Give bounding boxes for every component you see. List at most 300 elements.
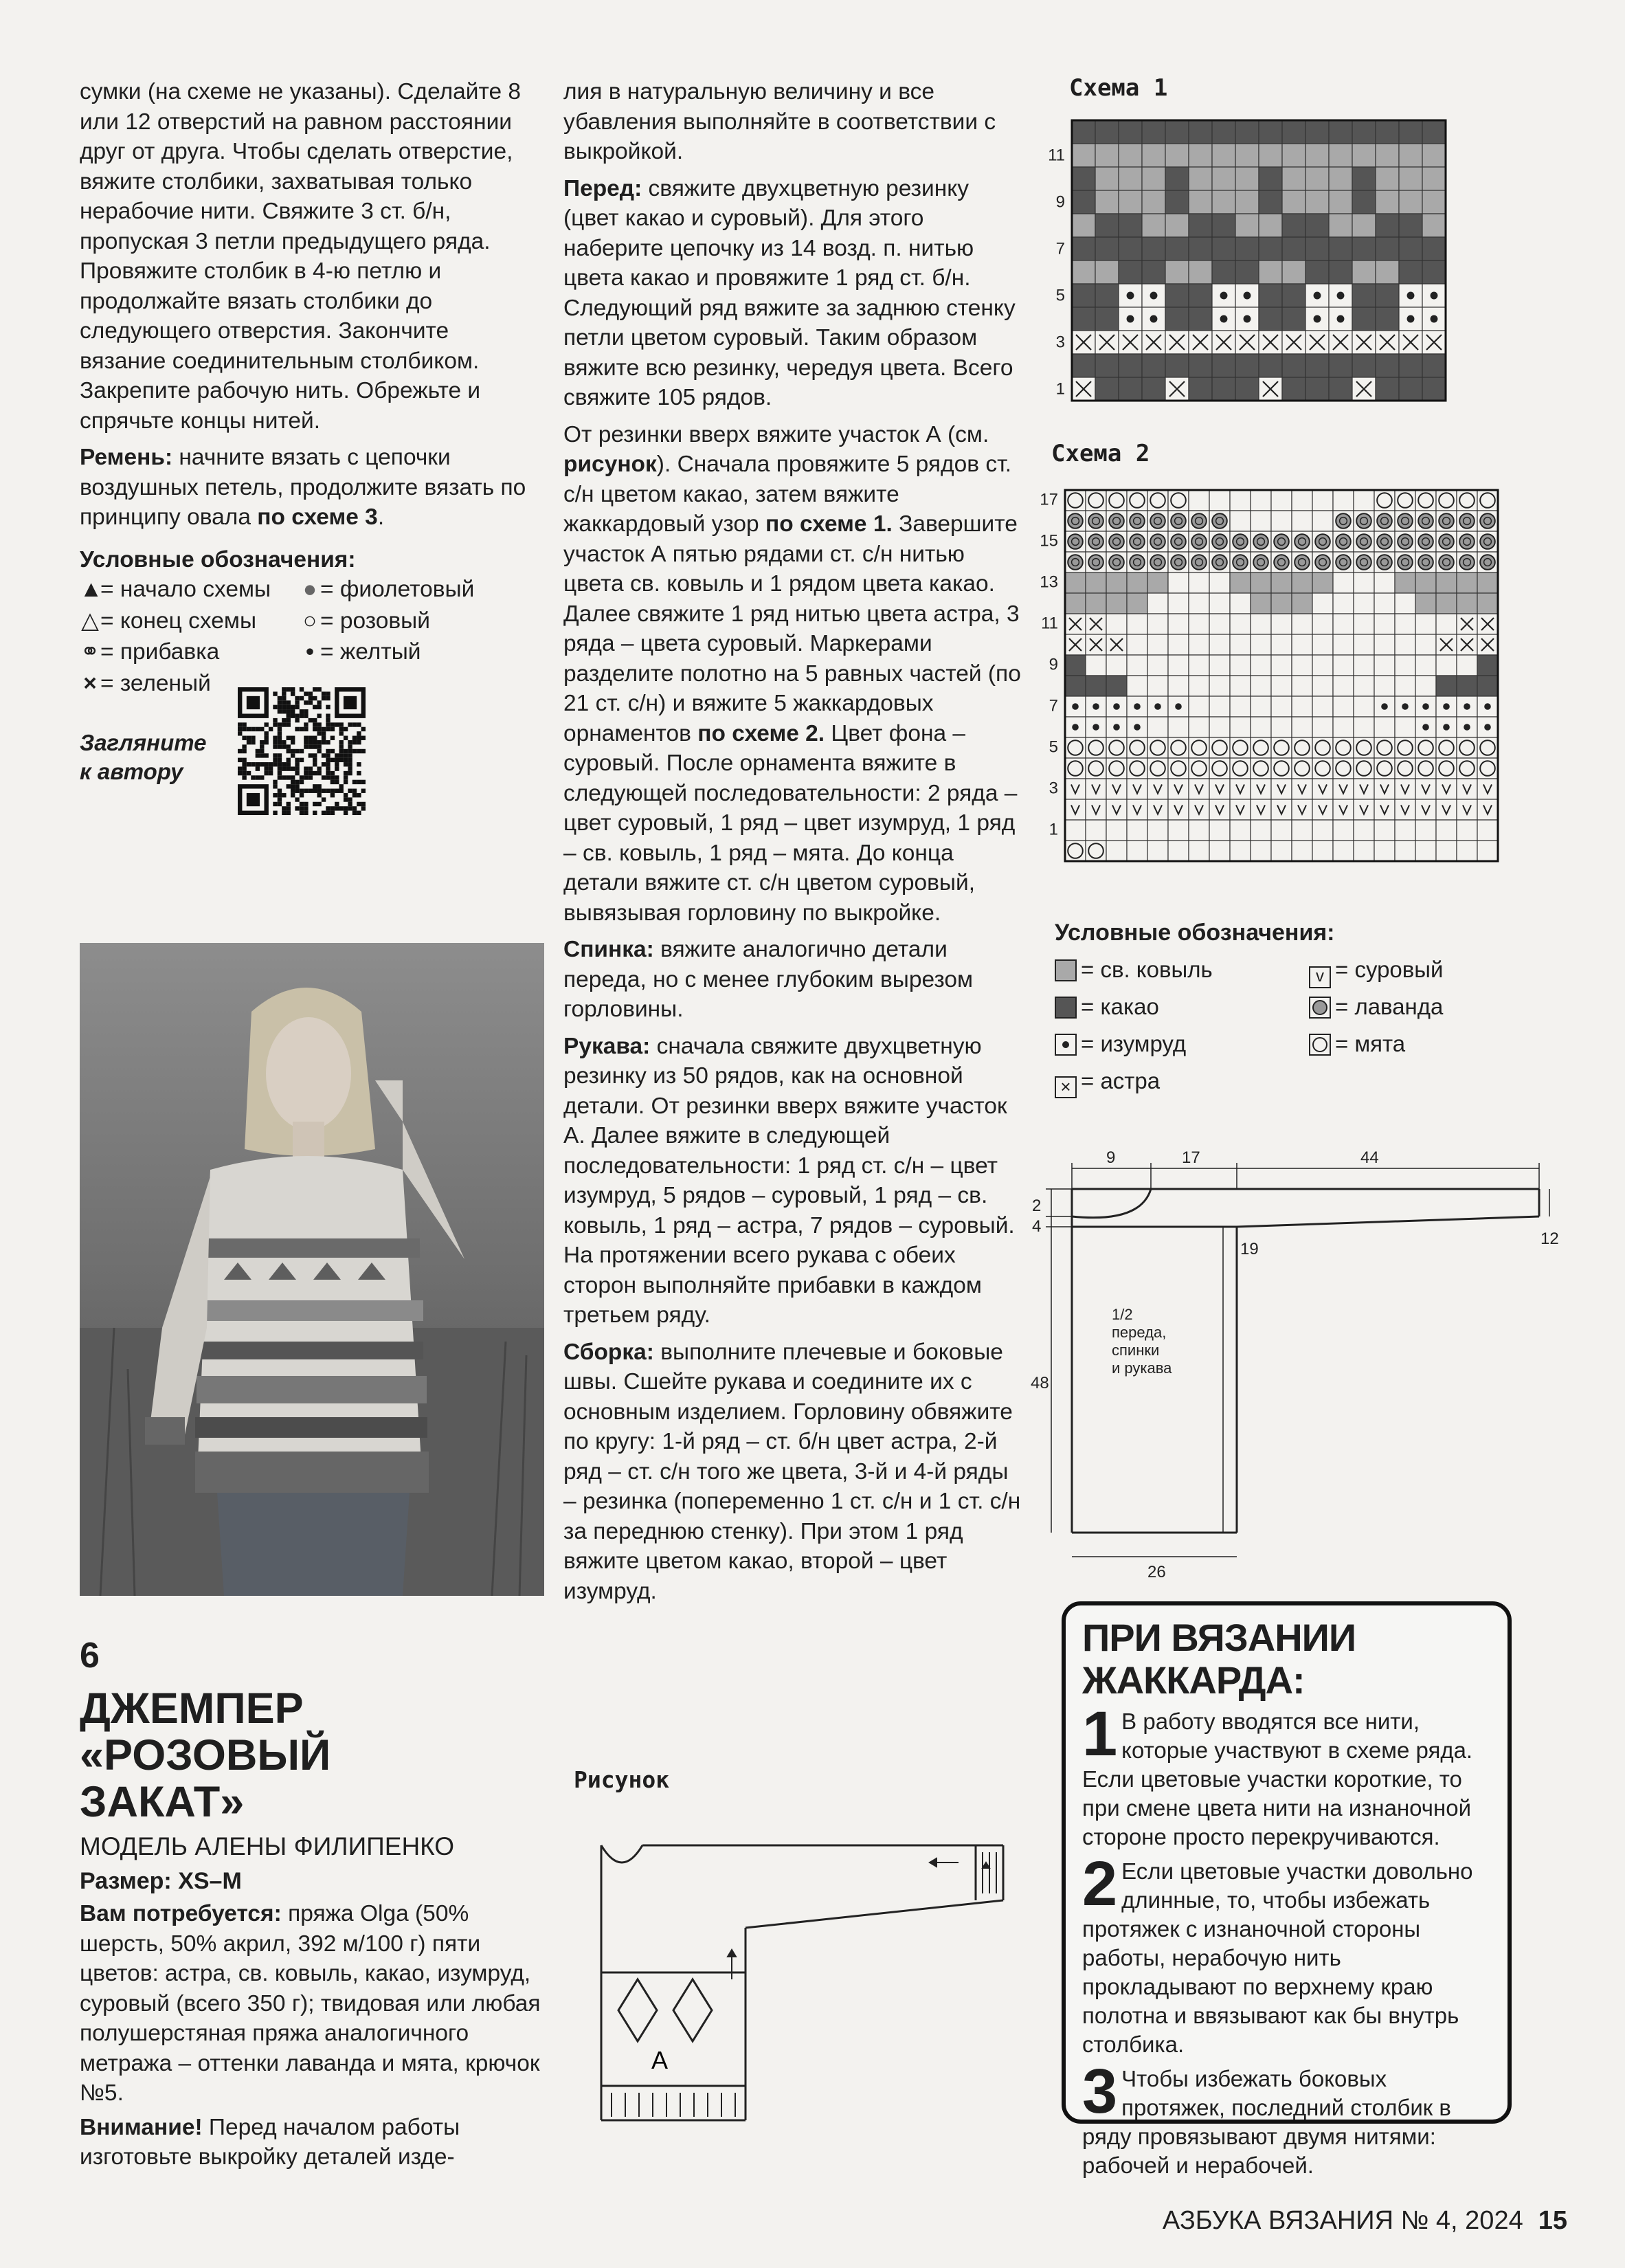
grid-cell [1477, 676, 1498, 696]
dot-mark [1154, 703, 1161, 710]
grid-cell [1230, 655, 1251, 676]
grid-cell [1374, 614, 1395, 634]
grid-cell [1395, 634, 1415, 655]
grid-cell [1333, 779, 1354, 799]
grid-cell [1352, 214, 1376, 237]
grid-cell [1354, 820, 1374, 841]
grid-cell [1189, 214, 1212, 237]
grid-cell [1095, 284, 1119, 307]
grid-cell [1457, 572, 1477, 593]
grid-cell [1352, 167, 1376, 190]
grid-cell [1147, 572, 1168, 593]
grid-cell [1212, 377, 1235, 401]
grid-cell [1333, 593, 1354, 614]
swatch-circle-icon [1309, 1034, 1331, 1056]
grid-cell [1189, 655, 1209, 676]
legend-item: ▲= начало схемы [80, 575, 300, 605]
legend2-item: = мята [1309, 1025, 1488, 1063]
grid-cell [1251, 820, 1271, 841]
dot-mark [1431, 315, 1438, 323]
grid-cell [1165, 307, 1189, 331]
bag-instructions: сумки (на схеме не указаны). Сделайте 8 или 12 отверстий на равном расстоянии друг от друга. Чтобы сделать отверстие, вяжите столбики, захватывая только нерабочие нити. Свяжите 3 ст. б/н, пропуская 3 петли предыдущего ряда. Провяжите столбик в 4-ю петлю и продолжайте вязать столбики до следующего отверстия. Закончите вязание соединительным столбиком. Закрепите рабочую нить. Обрежьте и спрячьте концы нитей. [80, 79, 522, 434]
dot-mark [1381, 703, 1388, 710]
grid-cell [1312, 572, 1333, 593]
back-paragraph: Спинка: вяжите аналогично детали переда, но с менее глубоким вырезом горловины. [563, 937, 974, 1022]
jacquard-tips-box [1062, 1601, 1512, 2178]
grid-cell [1142, 144, 1165, 167]
grid-cell [1395, 572, 1415, 593]
grid-cell [1127, 820, 1147, 841]
grid-cell [1399, 214, 1422, 237]
grid-cell [1235, 144, 1259, 167]
grid-cell [1477, 841, 1498, 861]
model-size: Размер: XS–M [80, 1868, 242, 1894]
grid-cell [1230, 511, 1251, 531]
grid-cell [1065, 779, 1086, 799]
grid-cell [1312, 779, 1333, 799]
pattern-caption: 1/2 [1112, 1306, 1133, 1323]
grid-cell [1127, 676, 1147, 696]
dot-mark [1484, 703, 1491, 710]
schema2-grid [1034, 487, 1515, 899]
grid-cell [1189, 284, 1212, 307]
grid-cell [1230, 572, 1251, 593]
double-circle-mark [1191, 555, 1207, 570]
double-circle-mark [1336, 513, 1351, 529]
yellow-dot-icon: • [306, 639, 314, 665]
grid-cell [1259, 284, 1282, 307]
grid-cell [1333, 614, 1354, 634]
grid-cell [1312, 490, 1333, 511]
grid-cell [1251, 841, 1271, 861]
grid-cell [1072, 237, 1095, 260]
grid-cell [1209, 841, 1230, 861]
grid-cell [1165, 167, 1189, 190]
column-left [80, 77, 533, 698]
assembly-paragraph: Сборка: выполните плечевые и боковые швы. Сшейте рукава и соедините их с основным изделием. Горловину обвяжите по кругу: 1-й ряд – ст. б/н цвет астра, 2-й ряд – ст. с/н того же цвета, 3-й и 4-й ряды – резинка (попеременно 1 ст. с/н и 1 ст. с/н за переднюю стенку). При этом 1 ряд вяжите цветом какао, второй – цвет изумруд. [563, 1339, 1021, 1604]
grid-cell [1147, 655, 1168, 676]
grid-cell [1230, 799, 1251, 820]
grid-cell [1259, 144, 1282, 167]
grid-cell [1312, 634, 1333, 655]
double-circle-mark [1459, 513, 1475, 529]
row-label: 5 [1049, 737, 1058, 757]
grid-cell [1395, 676, 1415, 696]
grid-cell [1415, 779, 1436, 799]
grid-cell [1142, 237, 1165, 260]
grid-cell [1352, 260, 1376, 284]
grid-cell [1292, 841, 1312, 861]
grid-cell [1189, 144, 1212, 167]
grid-cell [1119, 260, 1142, 284]
grid-cell [1376, 237, 1399, 260]
grid-cell [1259, 190, 1282, 214]
grid-cell [1106, 820, 1127, 841]
double-circle-mark [1130, 513, 1145, 529]
grid-cell [1065, 799, 1086, 820]
grid-cell [1329, 144, 1352, 167]
grid-cell [1305, 190, 1329, 214]
grid-cell [1376, 307, 1399, 331]
grid-cell [1065, 676, 1086, 696]
garment-pattern [1031, 1148, 1560, 1588]
grid-cell [1209, 696, 1230, 717]
start-triangle-icon: ▲ [80, 577, 103, 602]
double-circle-mark [1377, 513, 1392, 529]
grid-cell [1312, 717, 1333, 737]
grid-cell [1065, 572, 1086, 593]
grid-cell [1189, 634, 1209, 655]
grid-cell [1312, 696, 1333, 717]
row-label: 1 [1055, 379, 1065, 399]
grid-cell [1259, 167, 1282, 190]
grid-cell [1399, 120, 1422, 144]
grid-cell [1095, 377, 1119, 401]
grid-cell [1305, 377, 1329, 401]
dim-48: 48 [1031, 1374, 1049, 1392]
row-label: 7 [1049, 696, 1058, 715]
grid-cell [1165, 144, 1189, 167]
grid-cell [1259, 307, 1282, 331]
grid-cell [1119, 354, 1142, 377]
dot-mark [1092, 724, 1099, 731]
double-circle-mark [1088, 534, 1103, 549]
grid-cell [1374, 572, 1395, 593]
grid-cell [1422, 144, 1446, 167]
grid-cell [1147, 779, 1168, 799]
dot-mark [1443, 703, 1450, 710]
double-circle-mark [1109, 513, 1124, 529]
grid-cell [1374, 717, 1395, 737]
grid-cell [1477, 779, 1498, 799]
grid-cell [1292, 799, 1312, 820]
grid-cell [1147, 614, 1168, 634]
double-circle-mark [1480, 513, 1495, 529]
grid-cell [1374, 820, 1395, 841]
double-circle-mark [1377, 555, 1392, 570]
grid-cell [1395, 841, 1415, 861]
pattern-caption: и рукава [1112, 1359, 1172, 1377]
dim-19: 19 [1240, 1240, 1259, 1258]
grid-cell [1436, 655, 1457, 676]
dot-mark [1422, 703, 1429, 710]
double-circle-mark [1295, 534, 1310, 549]
grid-cell [1305, 120, 1329, 144]
grid-cell [1352, 190, 1376, 214]
dot-mark [1402, 703, 1409, 710]
grid-cell [1292, 614, 1312, 634]
grid-cell [1282, 307, 1305, 331]
row-label: 9 [1049, 655, 1058, 674]
legend2-item: = какао [1055, 988, 1309, 1025]
grid-cell [1271, 696, 1292, 717]
grid-cell [1354, 696, 1374, 717]
grid-cell [1477, 572, 1498, 593]
dot-mark [1244, 315, 1251, 323]
grid-cell [1354, 655, 1374, 676]
row-label: 1 [1049, 820, 1058, 839]
grid-cell [1436, 572, 1457, 593]
grid-cell [1352, 237, 1376, 260]
grid-cell [1119, 120, 1142, 144]
grid-cell [1292, 779, 1312, 799]
dot-mark [1134, 703, 1141, 710]
grid-cell [1292, 655, 1312, 676]
grid-cell [1292, 820, 1312, 841]
grid-cell [1189, 614, 1209, 634]
double-circle-mark [1130, 555, 1145, 570]
grid-cell [1354, 593, 1374, 614]
grid-cell [1095, 214, 1119, 237]
row-label: 11 [1041, 614, 1058, 633]
grid-cell [1395, 820, 1415, 841]
grid-cell [1189, 237, 1212, 260]
grid-cell [1212, 190, 1235, 214]
grid-cell [1333, 717, 1354, 737]
double-circle-mark [1088, 555, 1103, 570]
grid-cell [1292, 511, 1312, 531]
double-circle-mark [1171, 555, 1186, 570]
grid-cell [1251, 614, 1271, 634]
grid-cell [1415, 799, 1436, 820]
grid-cell [1399, 237, 1422, 260]
grid-cell [1374, 593, 1395, 614]
legend2-item: v = суровый [1309, 951, 1488, 988]
grid-cell [1352, 120, 1376, 144]
grid-cell [1376, 144, 1399, 167]
swatch-cross-icon: × [1055, 1076, 1077, 1098]
grid-cell [1189, 676, 1209, 696]
double-circle-mark [1233, 534, 1248, 549]
grid-cell [1072, 167, 1095, 190]
double-circle-mark [1377, 534, 1392, 549]
grid-cell [1415, 593, 1436, 614]
grid-cell [1422, 237, 1446, 260]
double-circle-mark [1068, 513, 1083, 529]
grid-cell [1209, 614, 1230, 634]
magazine-name: АЗБУКА ВЯЗАНИЯ № 4, 2024 [1162, 2206, 1523, 2235]
dot-mark [1464, 724, 1470, 731]
sweater-drawing [574, 1766, 1013, 2137]
legend-title: Условные обозначения: [80, 546, 356, 572]
grid-cell [1436, 779, 1457, 799]
qr-code-icon[interactable] [238, 687, 366, 815]
sweater-schematic [574, 1804, 1013, 2134]
grid-cell [1354, 779, 1374, 799]
grid-cell [1235, 167, 1259, 190]
grid-cell [1376, 260, 1399, 284]
schema1-grid [1041, 113, 1481, 416]
grid-cell [1376, 190, 1399, 214]
grid-cell [1436, 799, 1457, 820]
grid-cell [1086, 572, 1106, 593]
dot-mark [1113, 724, 1120, 731]
grid-cell [1329, 190, 1352, 214]
grid-cell [1251, 593, 1271, 614]
grid-cell [1457, 655, 1477, 676]
pattern-note: лия в натуральную величину и все убавления выполняйте в соответствии с выкройкой. [563, 79, 996, 164]
grid-cell [1095, 307, 1119, 331]
grid-cell [1065, 820, 1086, 841]
grid-cell [1282, 237, 1305, 260]
grid-cell [1119, 167, 1142, 190]
grid-cell [1165, 260, 1189, 284]
double-circle-mark [1212, 555, 1227, 570]
double-circle-mark [1356, 513, 1371, 529]
grid-cell [1251, 655, 1271, 676]
grid-cell [1147, 820, 1168, 841]
grid-cell [1259, 237, 1282, 260]
grid-cell [1271, 593, 1292, 614]
grid-cell [1235, 354, 1259, 377]
double-circle-mark [1439, 513, 1454, 529]
grid-cell [1106, 799, 1127, 820]
grid-cell [1230, 490, 1251, 511]
grid-cell [1374, 799, 1395, 820]
grid-cell [1333, 696, 1354, 717]
grid-cell [1212, 144, 1235, 167]
grid-cell [1165, 190, 1189, 214]
grid-cell [1415, 676, 1436, 696]
grid-cell [1189, 820, 1209, 841]
dot-mark [1407, 292, 1415, 300]
grid-cell [1415, 820, 1436, 841]
pattern-caption: переда, [1112, 1324, 1167, 1341]
double-circle-mark [1336, 534, 1351, 549]
grid-cell [1230, 676, 1251, 696]
grid-cell [1354, 490, 1374, 511]
grid-cell [1189, 307, 1212, 331]
grid-cell [1329, 377, 1352, 401]
grid-cell [1457, 841, 1477, 861]
grid-cell [1235, 237, 1259, 260]
grid-cell [1168, 634, 1189, 655]
legend-colors [1055, 914, 1467, 1100]
dot-mark [1314, 292, 1321, 300]
grid-cell [1271, 614, 1292, 634]
grid-cell [1305, 237, 1329, 260]
grid-cell [1376, 120, 1399, 144]
grid-cell [1457, 820, 1477, 841]
grid-cell [1457, 593, 1477, 614]
grid-cell [1399, 354, 1422, 377]
dot-mark [1150, 292, 1158, 300]
grid-cell [1251, 696, 1271, 717]
grid-cell [1095, 190, 1119, 214]
double-circle-mark [1109, 555, 1124, 570]
grid-cell [1415, 614, 1436, 634]
end-triangle-icon: △ [81, 608, 99, 634]
grid-cell [1065, 655, 1086, 676]
grid-cell [1147, 717, 1168, 737]
grid-cell [1230, 779, 1251, 799]
grid-cell [1212, 214, 1235, 237]
grid-cell [1271, 511, 1292, 531]
grid-cell [1106, 655, 1127, 676]
grid-cell [1095, 260, 1119, 284]
grid-cell [1436, 614, 1457, 634]
grid-cell [1230, 717, 1251, 737]
grid-cell [1251, 490, 1271, 511]
dot-mark [1314, 315, 1321, 323]
grid-cell [1165, 120, 1189, 144]
grid-cell [1352, 284, 1376, 307]
grid-cell [1282, 354, 1305, 377]
grid-cell [1271, 655, 1292, 676]
grid-cell [1106, 779, 1127, 799]
grid-cell [1457, 676, 1477, 696]
double-circle-mark [1233, 555, 1248, 570]
grid-cell [1399, 377, 1422, 401]
grid-cell [1436, 676, 1457, 696]
grid-cell [1147, 593, 1168, 614]
grid-cell [1415, 634, 1436, 655]
green-cross-icon: × [83, 670, 97, 696]
grid-cell [1352, 354, 1376, 377]
grid-cell [1147, 676, 1168, 696]
double-circle-mark [1418, 555, 1433, 570]
double-circle-mark [1212, 534, 1227, 549]
schema1-title: Схема 1 [1069, 74, 1168, 102]
grid-cell [1072, 120, 1095, 144]
grid-cell [1329, 237, 1352, 260]
dim-12: 12 [1540, 1230, 1559, 1248]
grid-cell [1189, 354, 1212, 377]
legend-item: ● = фиолетовый [300, 575, 506, 605]
double-circle-mark [1398, 513, 1413, 529]
grid-cell [1086, 820, 1106, 841]
grid-cell [1147, 799, 1168, 820]
grid-cell [1354, 634, 1374, 655]
grid-cell [1230, 820, 1251, 841]
double-circle-mark [1274, 555, 1289, 570]
grid-cell [1209, 634, 1230, 655]
grid-cell [1376, 377, 1399, 401]
grid-cell [1235, 190, 1259, 214]
row-label: 15 [1040, 531, 1058, 551]
grid-cell [1333, 655, 1354, 676]
column-middle [563, 77, 1024, 1613]
grid-cell [1422, 167, 1446, 190]
row-label: 5 [1055, 286, 1065, 305]
grid-cell [1292, 634, 1312, 655]
grid-cell [1282, 284, 1305, 307]
double-circle-mark [1480, 534, 1495, 549]
grid-cell [1271, 820, 1292, 841]
dim-44: 44 [1360, 1148, 1379, 1167]
grid-cell [1086, 676, 1106, 696]
grid-cell [1119, 144, 1142, 167]
grid-cell [1147, 841, 1168, 861]
materials-paragraph: Вам потребуется: пряжа Olga (50% шерсть, 50% акрил, 392 м/100 г) пяти цветов: астра, св. ковыль, какао, изумруд, суровый (всего 350 г); твидовая или любая полушерстяная пряжа аналогичного метража – оттенки лаванда и мята, крючок №5. [80, 1901, 541, 2106]
double-circle-mark [1274, 534, 1289, 549]
grid-cell [1189, 190, 1212, 214]
grid-cell [1095, 354, 1119, 377]
grid-cell [1259, 120, 1282, 144]
drawing-section-label: А [651, 2046, 669, 2074]
schema2-title: Схема 2 [1051, 440, 1150, 467]
dot-mark [1464, 703, 1470, 710]
grid-cell [1165, 284, 1189, 307]
grid-cell [1305, 144, 1329, 167]
grid-cell [1282, 167, 1305, 190]
grid-cell [1235, 377, 1259, 401]
row-label: 7 [1055, 239, 1065, 258]
double-circle-mark [1068, 534, 1083, 549]
grid-cell [1168, 676, 1189, 696]
grid-cell [1422, 214, 1446, 237]
double-circle-mark [1356, 555, 1371, 570]
